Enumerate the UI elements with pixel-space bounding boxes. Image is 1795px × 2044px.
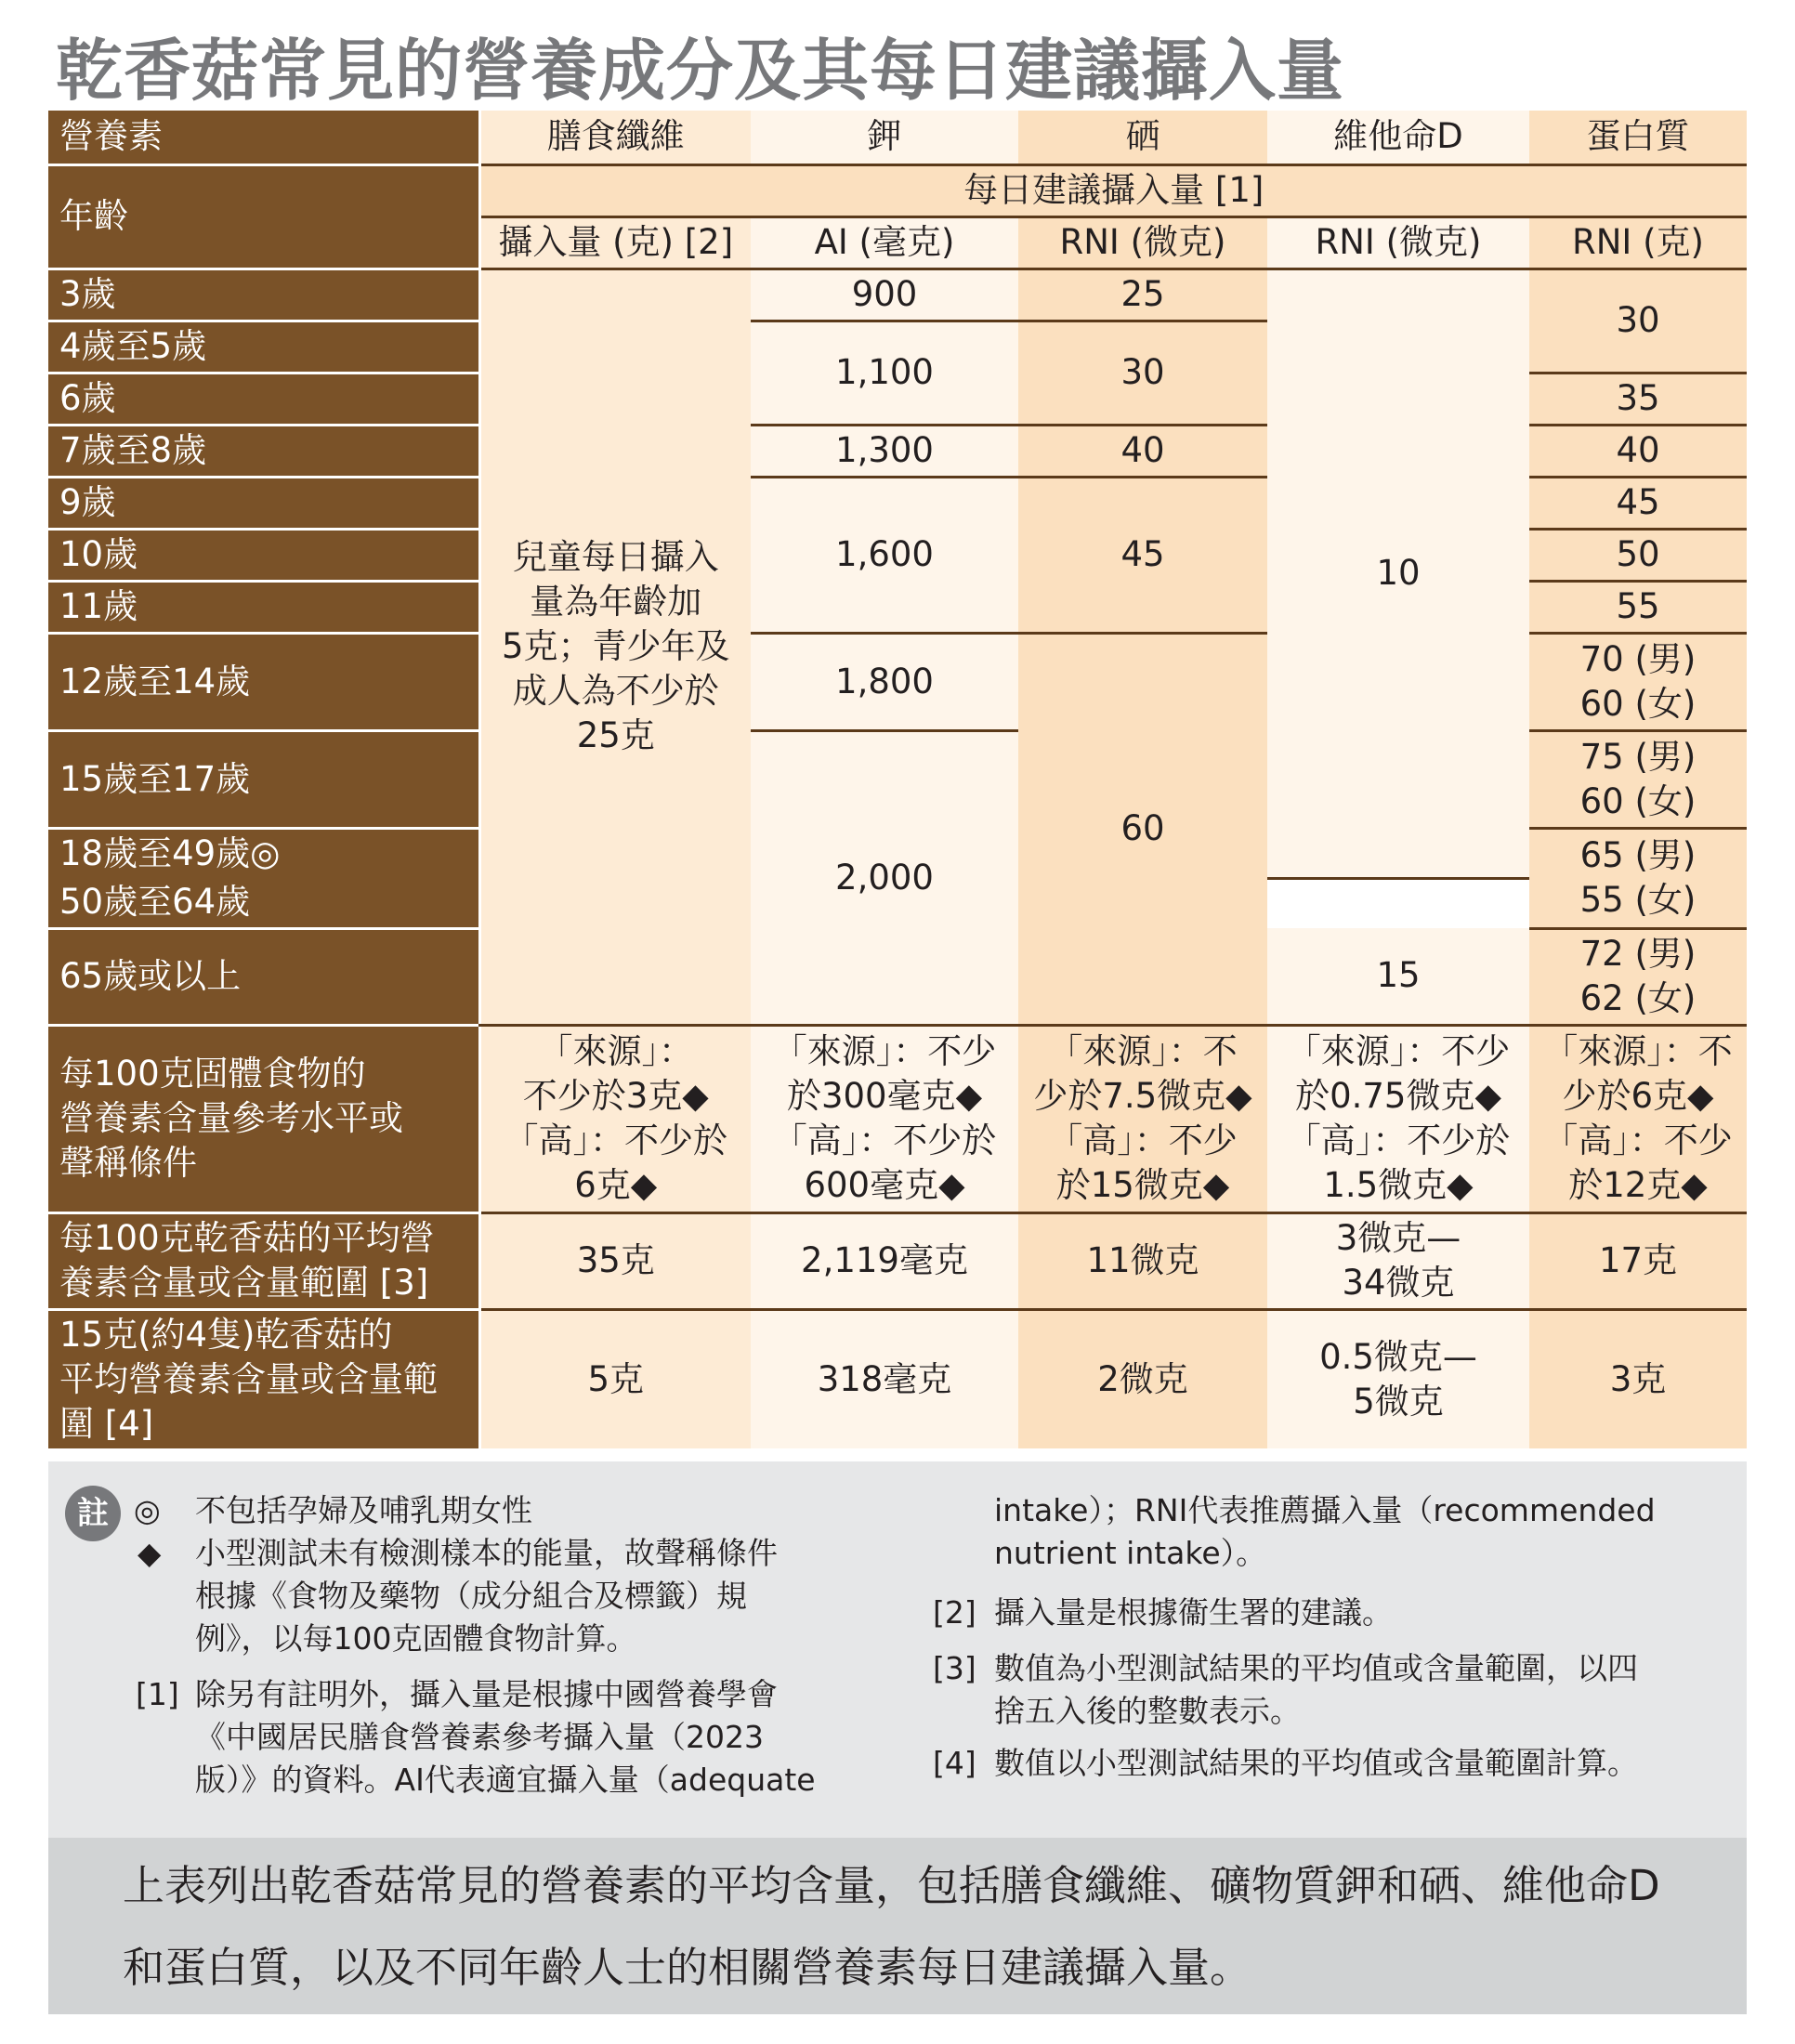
potassium-value: 1,100 (751, 321, 1018, 425)
avg100-vitamin-d: 3微克— 34微克 (1267, 1212, 1529, 1309)
protein-value: 72 (男) 62 (女) (1529, 928, 1747, 1025)
note-mark-4: [4] (933, 1745, 976, 1781)
age-row-label: 15歲至17歲 (48, 730, 479, 828)
unit-fiber: 攝入量 (克) [2] (479, 216, 751, 269)
selenium-value: 30 (1018, 321, 1267, 425)
note-text: 數值以小型測試結果的平均值或含量範圍計算。 (994, 1745, 1638, 1781)
notes-panel (48, 1461, 1747, 1838)
summary-panel (48, 1838, 1747, 2014)
nutrition-table (48, 111, 1747, 1448)
claim-protein: 「來源」：不 少於6克◆ 「高」：不少 於12克◆ (1529, 1025, 1747, 1212)
age-row-label: 11歲 (48, 581, 479, 633)
avg100-selenium: 11微克 (1018, 1212, 1267, 1309)
age-row-label: 10歲 (48, 529, 479, 581)
claim-fiber: 「來源」： 不少於3克◆ 「高」：不少於 6克◆ (479, 1025, 751, 1212)
avg15-row-label: 15克(約4隻)乾香菇的 平均營養素含量或含量範 圍 [4] (48, 1309, 479, 1448)
age-row-label: 50歲至64歲 (48, 878, 479, 928)
protein-value: 55 (1529, 581, 1747, 633)
page-title: 乾香菇常見的營養成分及其每日建議攝入量 (56, 32, 1345, 110)
header-nutrient-label: 營養素 (48, 111, 479, 164)
age-row-label: 9歲 (48, 477, 479, 529)
avg100-fiber: 35克 (479, 1212, 751, 1309)
protein-value: 75 (男) 60 (女) (1529, 730, 1747, 828)
avg100-potassium: 2,119毫克 (751, 1212, 1018, 1309)
protein-value: 50 (1529, 529, 1747, 581)
selenium-value: 25 (1018, 269, 1267, 321)
protein-value: 45 (1529, 477, 1747, 529)
protein-value: 40 (1529, 425, 1747, 477)
avg100-protein: 17克 (1529, 1212, 1747, 1309)
age-row-label: 7歲至8歲 (48, 425, 479, 477)
claims-row-label: 每100克固體食物的 營養素含量參考水平或 聲稱條件 (48, 1025, 479, 1212)
note-text: 小型測試未有檢測樣本的能量，故聲稱條件 根據《食物及藥物（成分組合及標籤）規 例》，以每100克固體食物計算。 (195, 1535, 778, 1657)
header-protein: 蛋白質 (1529, 111, 1747, 164)
vitamin-d-value: 10 (1267, 269, 1529, 878)
avg15-selenium: 2微克 (1018, 1309, 1267, 1448)
header-selenium: 硒 (1018, 111, 1267, 164)
note-mark-double-circle: ◎ (134, 1492, 161, 1528)
age-row-label: 3歲 (48, 269, 479, 321)
protein-value: 70 (男) 60 (女) (1529, 633, 1747, 730)
note-text: 除另有註明外，攝入量是根據中國營養學會 《中國居民膳食營養素參考攝入量（2023 版）》的資料。AI代表適宜攝入量（adequate (195, 1676, 816, 1798)
fiber-recommendation: 兒童每日攝入 量為年齡加 5克；青少年及 成人為不少於 25克 (479, 269, 751, 1025)
note-mark-2: [2] (933, 1594, 976, 1631)
header-fiber: 膳食纖維 (479, 111, 751, 164)
age-row-label: 4歲至5歲 (48, 321, 479, 373)
age-row-label: 12歲至14歲 (48, 633, 479, 730)
selenium-value: 45 (1018, 477, 1267, 633)
note-mark-3: [3] (933, 1650, 976, 1686)
age-row-label: 18歲至49歲◎ (48, 828, 479, 878)
note-mark-diamond: ◆ (138, 1535, 162, 1571)
unit-protein: RNI (克) (1529, 216, 1747, 269)
header-daily-intake: 每日建議攝入量 [1] (479, 164, 1747, 216)
note-text: 不包括孕婦及哺乳期女性 (195, 1492, 532, 1528)
potassium-value: 1,600 (751, 477, 1018, 633)
claim-vitamin-d: 「來源」：不少 於0.75微克◆ 「高」：不少於 1.5微克◆ (1267, 1025, 1529, 1212)
avg15-protein: 3克 (1529, 1309, 1747, 1448)
avg15-fiber: 5克 (479, 1309, 751, 1448)
selenium-value: 40 (1018, 425, 1267, 477)
note-text: 數值為小型測試結果的平均值或含量範圍，以四 捨五入後的整數表示。 (994, 1650, 1638, 1729)
avg100-row-label: 每100克乾香菇的平均營 養素含量或含量範圍 [3] (48, 1212, 479, 1309)
unit-vitamin-d: RNI (微克) (1267, 216, 1529, 269)
unit-potassium: AI (毫克) (751, 216, 1018, 269)
selenium-value: 60 (1018, 633, 1267, 1025)
claim-potassium: 「來源」：不少 於300毫克◆ 「高」：不少於 600毫克◆ (751, 1025, 1018, 1212)
header-age-label: 年齡 (48, 164, 479, 269)
notes-badge: 註 (65, 1486, 121, 1541)
avg15-potassium: 318毫克 (751, 1309, 1018, 1448)
vitamin-d-value: 15 (1267, 928, 1529, 1025)
potassium-value: 2,000 (751, 730, 1018, 1025)
age-row-label: 6歲 (48, 373, 479, 425)
unit-selenium: RNI (微克) (1018, 216, 1267, 269)
age-row-label: 65歲或以上 (48, 928, 479, 1025)
header-vitamin-d: 維他命D (1267, 111, 1529, 164)
potassium-value: 1,800 (751, 633, 1018, 730)
potassium-value: 900 (751, 269, 1018, 321)
note-mark-1: [1] (136, 1676, 179, 1712)
note-text-continued: intake）；RNI代表推薦攝入量（recommended nutrient intake）。 (994, 1492, 1656, 1571)
header-potassium: 鉀 (751, 111, 1018, 164)
avg15-vitamin-d: 0.5微克— 5微克 (1267, 1309, 1529, 1448)
summary-text: 上表列出乾香菇常見的營養素的平均含量，包括膳食纖維、礦物質鉀和硒、維他命D 和蛋白質，以及不同年齡人士的相關營養素每日建議攝入量。 (123, 1861, 1660, 1992)
protein-value: 65 (男) 55 (女) (1529, 828, 1747, 928)
potassium-value: 1,300 (751, 425, 1018, 477)
claim-selenium: 「來源」：不 少於7.5微克◆ 「高」：不少 於15微克◆ (1018, 1025, 1267, 1212)
protein-value: 30 (1529, 269, 1747, 373)
protein-value: 35 (1529, 373, 1747, 425)
note-text: 攝入量是根據衞生署的建議。 (994, 1594, 1393, 1631)
